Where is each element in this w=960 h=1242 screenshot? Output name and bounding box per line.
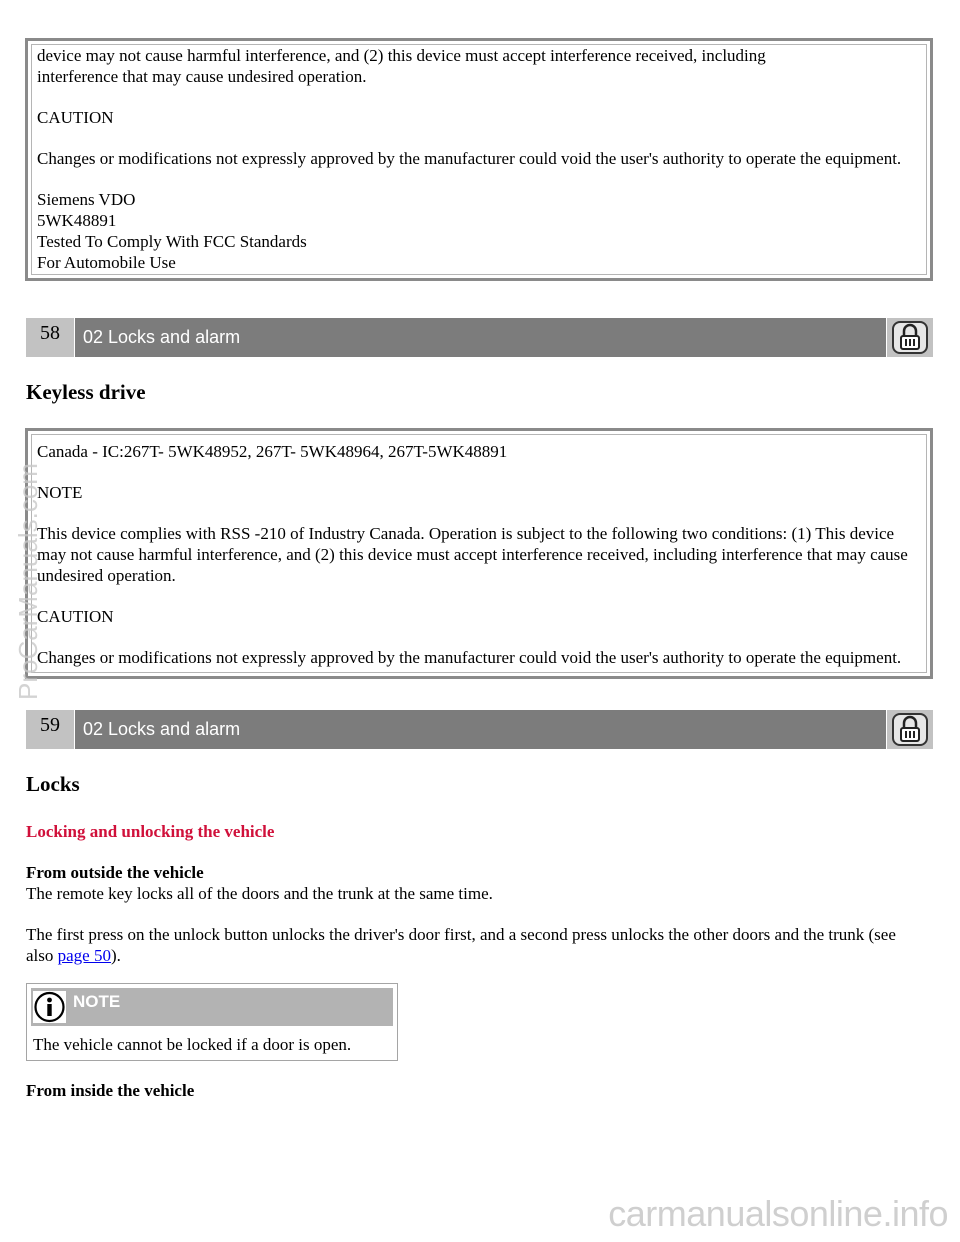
note-box bbox=[26, 983, 398, 1061]
caution-label: CAUTION bbox=[37, 108, 114, 127]
page-number: 58 bbox=[26, 318, 74, 357]
unlock-text-end: ). bbox=[110, 946, 121, 965]
canada-ic: Canada - IC:267T- 5WK48952, 267T- 5WK48964, 267T-5WK48891 bbox=[37, 442, 508, 461]
section-title: 02 Locks and alarm bbox=[75, 710, 886, 749]
heading-locks: Locks bbox=[26, 772, 80, 796]
outside-title bbox=[26, 862, 926, 883]
fcc-line-2: interference that may cause undesired operation. bbox=[37, 67, 367, 86]
outside-title-text: From outside the vehicle bbox=[26, 863, 204, 882]
note-text: This device complies with RSS -210 of Industry Canada. Operation is subject to the following two conditions: (1) This device may not cause harmful interference, and (2) this device must accept interference received, including interference that may cause undesired operation. bbox=[37, 524, 908, 585]
subheading-locking: Locking and unlocking the vehicle bbox=[26, 822, 275, 841]
outside-text: The remote key locks all of the doors and the trunk at the same time. bbox=[26, 884, 493, 903]
heading-keyless-drive: Keyless drive bbox=[26, 380, 146, 404]
canada-notice-box bbox=[25, 428, 933, 679]
lock-icon bbox=[887, 710, 933, 749]
lock-icon bbox=[887, 318, 933, 357]
note-label: NOTE bbox=[73, 992, 121, 1011]
side-watermark: ProCarManuals.com bbox=[13, 463, 43, 700]
section-title: 02 Locks and alarm bbox=[75, 318, 886, 357]
section-header-58 bbox=[26, 318, 933, 357]
fcc-notice-box bbox=[25, 38, 933, 281]
caution-text: Changes or modifications not expressly approved by the manufacturer could void the user's authority to operate the equipment. bbox=[37, 149, 902, 168]
model-number: 5WK48891 bbox=[37, 211, 117, 230]
inside-title bbox=[26, 1080, 926, 1101]
use-text: For Automobile Use bbox=[37, 253, 176, 272]
tested-text: Tested To Comply With FCC Standards bbox=[37, 232, 307, 251]
unlock-paragraph bbox=[26, 924, 926, 966]
footer-watermark: carmanualsonline.info bbox=[608, 1193, 948, 1234]
info-icon bbox=[33, 991, 66, 1023]
unlock-text: The first press on the unlock button unlocks the driver's door first, and a second press unlocks the other doors and the trunk (see also bbox=[26, 925, 896, 965]
caution-label: CAUTION bbox=[37, 607, 114, 626]
note-label: NOTE bbox=[37, 483, 83, 502]
fcc-line-1: device may not cause harmful interference, and (2) this device must accept interference received, including bbox=[37, 46, 766, 65]
note-text: The vehicle cannot be locked if a door is open. bbox=[33, 1035, 352, 1054]
inside-title-text: From inside the vehicle bbox=[26, 1081, 195, 1100]
vendor-name: Siemens VDO bbox=[37, 190, 136, 209]
caution-text: Changes or modifications not expressly approved by the manufacturer could void the user's authority to operate the equipment. bbox=[37, 648, 902, 667]
section-header-59 bbox=[26, 710, 933, 749]
page-number: 59 bbox=[26, 710, 74, 749]
note-header bbox=[31, 988, 393, 1026]
page-50-link[interactable]: page 50 bbox=[57, 946, 111, 965]
